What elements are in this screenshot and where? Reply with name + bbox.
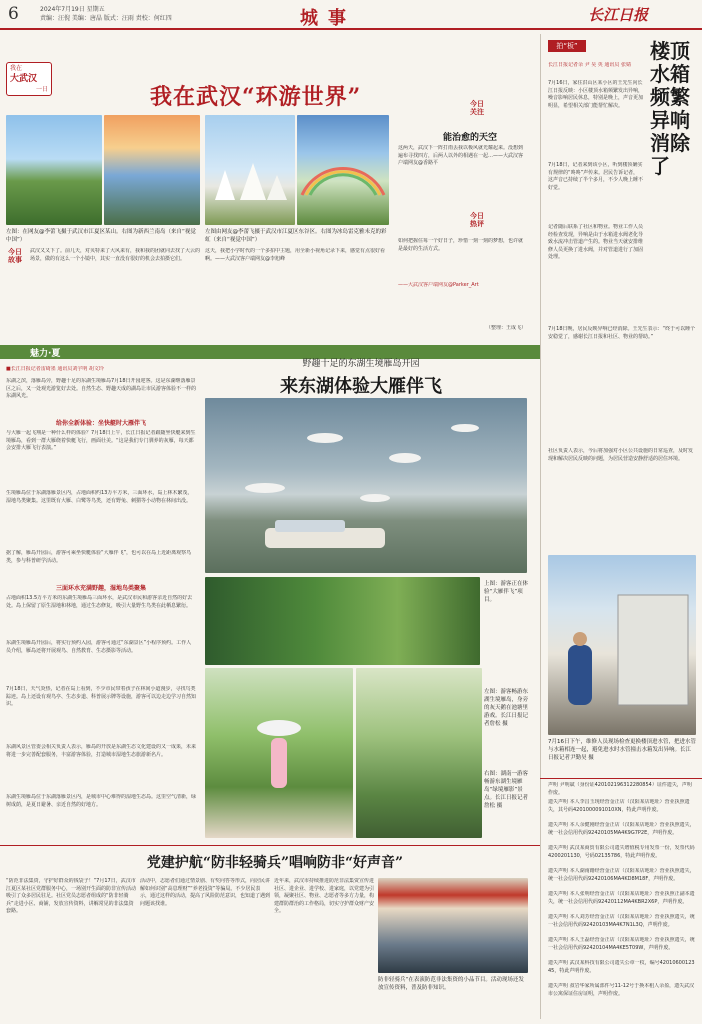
focus-body: 这两天，武汉下一阵打雨丢我以极风就光耀起来。没想到遍布寻找四方，后两人以外的相遇在一起…——大武汉客户端网友@香路平: [398, 145, 524, 166]
hot-credit: ——大武汉客户端网友@Parker_Art: [398, 282, 479, 288]
column-logo: [6, 62, 52, 96]
focus-tag: [470, 100, 484, 116]
right-byline: 长江日报记者余 尹 昊 英 通讯员 张婧: [548, 62, 631, 68]
col1-p1: 东湖之滨，落雁岛旁，野趣十足的东湖生境雁岛7月18日开园迎客。这是东湖继落雁景区之后，又一处观光游览好去处。自然生态、野趣天成的湖岛让市民游客体验不一样的东湖风光。: [6, 378, 196, 399]
header-editors: 责编：汪倪 美编：唐晶 版式：汪雨 责校：何红四: [40, 15, 172, 22]
column-divider: [540, 34, 541, 1019]
hot-tag: [470, 212, 484, 228]
story-tag: [8, 248, 22, 264]
col1-p3: 生境雁岛位于东湖落雁景区内，占地面积约13万平方米，三面环水，岛上林木繁茂，湿地鸟类聚集。这里既有大雁、白鹭等鸟类，还有野兔、刺猬等小动物在林间出没。: [6, 490, 193, 504]
notice-7: 遗失声明 本人刘芳经营金正店（汉阳某店地址）营业执照遗失，统一社会信用代码92420103MA4K7N1L3Q，声明作废。: [548, 914, 695, 928]
notice-10: 遗失声明 叔岩华家所属部件号11-12号于换本租人余盈，遗失武汉市公寓保证住房证明，声明作废。: [548, 983, 695, 997]
photo-rainbow: [297, 115, 389, 225]
headline-2: 来东湖体验大雁伴飞: [280, 376, 442, 397]
page-header: [0, 0, 702, 30]
subhead-1: 给你全新体验：坐快艇时大雁伴飞: [55, 420, 146, 427]
photo-wetland: [356, 668, 482, 838]
masthead: 长江日报: [588, 6, 649, 24]
story-tag1: 今日: [8, 248, 22, 256]
notice-2: 遗失声明 本人李昌玉现经营金正店（汉阳某店地址）营业执照遗失，其号码4201000091010XN，特此声明作废。: [548, 799, 690, 813]
right-p4: 7月18日晚，居民反映异响已经消除。王先生表示：“终于可以睡个安稳觉了，感谢长江日报和社区、物业的帮助。”: [548, 326, 696, 340]
right-p2: 7月18日，记者来到该小区，听到楼顶确实有规律的“咚咚”声传来。居民告诉记者，这声音已持续了半个多月，不少人晚上睡不好觉。: [548, 162, 643, 191]
bottom-p2: 活动中，志愿者们通过情景剧、有奖问答等形式，向居民讲解如何识别“高息理财”“养老投资”等骗局。不少居民表示，通过这样的活动，提高了风险防范意识，也知道了遇到问题该找谁。: [140, 878, 270, 907]
story-tag2: 故事: [8, 256, 22, 264]
notice-8: 遗失声明 本人王磊经营金正店（汉阳某店地址）营业执照遗失，统一社会信用代码92420104MA4KE5T09W，声明作废。: [548, 937, 695, 951]
photo-geese-boat: [205, 398, 527, 573]
strip-label: 魅力·夏: [30, 349, 61, 359]
focus-title: 能治愈的天空: [442, 133, 497, 143]
photo-forest: [205, 577, 480, 665]
byline: ■长江日报记者雷绮墨 通讯员刘宇明 胡文玲: [6, 366, 104, 372]
hot-tag2: 热评: [470, 220, 484, 228]
logo-line3: 一日: [35, 86, 48, 93]
tents-graphic: [205, 115, 295, 225]
col1-p7: 7月18日，天气炎热，记者在岛上看到，不少市民带着孩子在林间小道漫步，寻找鸟类踪迹。岛上还设有观鸟亭、生态步道、科普展示牌等设施，游客可以边走边学习自然知识。: [6, 686, 196, 707]
hot-sign: （整理：王成飞）: [485, 325, 526, 331]
caption-a: 左图：在网友@李蕾飞摄于武汉市江夏区某山。右图为新西兰南岛（来自“视觉中国”）: [6, 229, 196, 243]
focus-tag1: 今日: [470, 100, 484, 108]
photo-tents: [205, 115, 295, 225]
rainbow-graphic: [297, 115, 389, 225]
photo-sunset-lake: [104, 115, 200, 225]
caption-b: 左图由网友@李蕾飞摄于武汉市江夏区东谷区。右图为冰岛雷克雅未克的彩虹（来自“视觉中国”）: [205, 229, 387, 243]
col1-p2: 与大雁一起飞翔是一种什么样的体验？7月18日上午，长江日报记者跟随坐快艇来到生境雁岛，看到一群大雁绕着快艇飞行，画面壮美。“这是我们专门驯养的灰雁，每天都会安排大雁飞行表演。”: [6, 430, 196, 451]
col2-p1: 东湖风景区管委会相关负责人表示，雁岛的开放是东湖生态文化建设的又一成果，未来将进一步完善配套服务，丰富游客体验，打造城市湿地生态旅游新名片。: [6, 744, 196, 758]
page-number: 6: [8, 4, 19, 24]
col1-p6: 东湖生境雁岛开园后，将实行预约入园，游客可通过“东湖景区”小程序预约。工作人员介绍，雁岛还将开展观鸟、自然教育、生态摄影等活动。: [6, 640, 192, 654]
bottom-p3: 近年来，武汉市持续推进防范非法集资宣传进社区、进企业、进学校、进家庭，以党建为引领，凝聚社区、物业、志愿者等多方力量，构建群防群治的工作格局，切实守护群众财产安全。: [274, 878, 374, 914]
notice-6: 遗失声明 本人张明经营金正店（汉阳某店地址）营业执照正副本遗失，统一社会信用代码92420112MA4KBR2X6P，声明作废。: [548, 891, 695, 905]
caption-right: 右图：湖南一游客畅游东湖生境雁岛“绿境雁影”景点。长江日报记者詹松 摄: [484, 771, 529, 809]
right-p5: 社区负责人表示，今后将加强对小区公共设施的日常巡查，及时发现和解决居民反映的问题，为居民营造安静舒适的居住环境。: [548, 448, 694, 462]
hot-body: 如何把握住每一个好日子，珍惜一刻一刻的梦想，也许就是最好的生活方式。: [398, 238, 524, 252]
notice-1: 声明 尹明斌（身份证420102196312280854）证件遗失，声明作废。: [548, 782, 692, 796]
story-p2: 这天，我把小学时代的一个多拍中主题，用全新小视角记录下来，感觉有点很好看啊。——大武汉客户端网友@李旭峰: [205, 248, 386, 262]
logo-line2: 大武汉: [10, 74, 38, 84]
woman-graphic: [205, 668, 353, 838]
notice-9: 遗失声明 武汉某科技有限公司遗失公章一枚，编号4201060012345，特此声明作废。: [548, 960, 695, 974]
bottom-caption: 防非轻骑兵“在表演防范非法集资的小品节目。活动现场还发放宣传资料，普及防非知识。: [378, 977, 524, 991]
right-p1: 7月16日，家住洪山区某小区的王先生向长江日报反映：小区楼顶水箱频繁发出异响，噪音影响居民休息，特别是晚上，声音更加明显，希望相关部门能帮忙解决。: [548, 80, 643, 109]
photo-woman-parasol: [205, 668, 353, 838]
headline-3: 党建护航“防非轻骑兵”唱响防非“好声音”: [146, 855, 404, 871]
headline-1: 我在武汉“环游世界”: [150, 84, 362, 110]
caption-left: 左图：游客畅游东湖生境雁岛，身旁的灰天鹅在池塘里游戏。长江日报记者詹松 摄: [484, 689, 529, 727]
headline-right: 楼顶水箱频繁异响消除了: [650, 39, 690, 178]
col1-p5: 占地面积13.5万平方米的东湖生境雁岛三面环水，是武汉市民和游客亲近自然的好去处。岛上保留了原生湿地和林地，通过生态修复，吸引大量野生鸟类在此栖息繁衍。: [6, 595, 193, 609]
photo-event-stage: [378, 878, 528, 973]
caption-up: 上图：游客正在体验“大雁伴飞”项目。: [484, 581, 529, 603]
right-caption: 7月16日下午，维修人员现场检查更换楼顶进水管，把进水管与水箱相连一起，避免进水时水管撞击水箱发出异响。长江日报记者尹勤昊 摄: [548, 739, 696, 761]
col1-p4: 据了解，雁岛开园后，游客可乘坐快艇体验“大雁伴飞”，也可以在岛上近距离观察鸟类，参与科普研学活动。: [6, 550, 192, 564]
tank-graphic: [548, 555, 696, 735]
report-tag: 拍“板”: [548, 40, 586, 52]
bottom-p1: “防范非法集资，守护好群众的钱袋子！”7月17日，武汉市江夏区某社区党群服务中心，一场别开生面的防非宣传活动吸引了众多居民驻足。社区党员志愿者组成的“防非轻骑兵”走进小区、商铺，发放宣传资料，讲解常见的非法集资套路。: [6, 878, 136, 914]
notice-5: 遗失声明 本人湖南籍经营金正店（汉阳某店地址）营业执照遗失，统一社会信用代码92420106MA4KD8M18F，声明作废。: [548, 868, 695, 882]
notice-divider: [540, 778, 702, 779]
col2-p2: 东湖生境雁岛位于东湖落雁景区内，是城市中心难得的湿地生态岛。这里空气清新，绿树成荫，是夏日避暑、亲近自然的好地方。: [6, 794, 196, 808]
notice-4: 遗失声明 武汉某商贸有限公司遗失增值税专用发票一份，发票代码4200201130，号码02135786，特此声明作废。: [548, 845, 695, 859]
deck: 野趣十足的东湖生境雁岛开园: [302, 359, 420, 369]
right-p3: 记者随后联系了社区和物业。物业工作人员经检查发现，异响是由于水箱进水阀老化导致水流冲击管道产生的。物业当天就安排维修人员更换了进水阀，并对管道进行了加固处理。: [548, 224, 643, 260]
notice-3: 遗失声明 本人余健刚经营金正店（汉阳某店地址）营业执照遗失，统一社会信用代码92420105MA4K9G7P2E，声明作废。: [548, 822, 695, 836]
geese-graphic: [205, 398, 527, 573]
subhead-2: 三面环水充满野趣，湿地鸟类聚集: [55, 585, 146, 592]
header-date: 2024年7月19日 星期五: [40, 6, 105, 13]
divider-bottom: [0, 845, 540, 846]
focus-tag2: 关注: [470, 108, 484, 116]
photo-water-tank: [548, 555, 696, 735]
photo-sky-hills: [6, 115, 102, 225]
story-p1: 武汉又又下了。前几天，对贝特来了大风来有，我和我的团就同去找了大云的场景，做的有这么一个小镜中，其实一直没有很好的机会去拍摄它们。: [30, 248, 200, 262]
section-title: 城事: [300, 8, 356, 29]
hot-tag1: 今日: [470, 212, 484, 220]
header-meta: [40, 5, 210, 23]
logo-line1: 我在: [10, 65, 23, 72]
